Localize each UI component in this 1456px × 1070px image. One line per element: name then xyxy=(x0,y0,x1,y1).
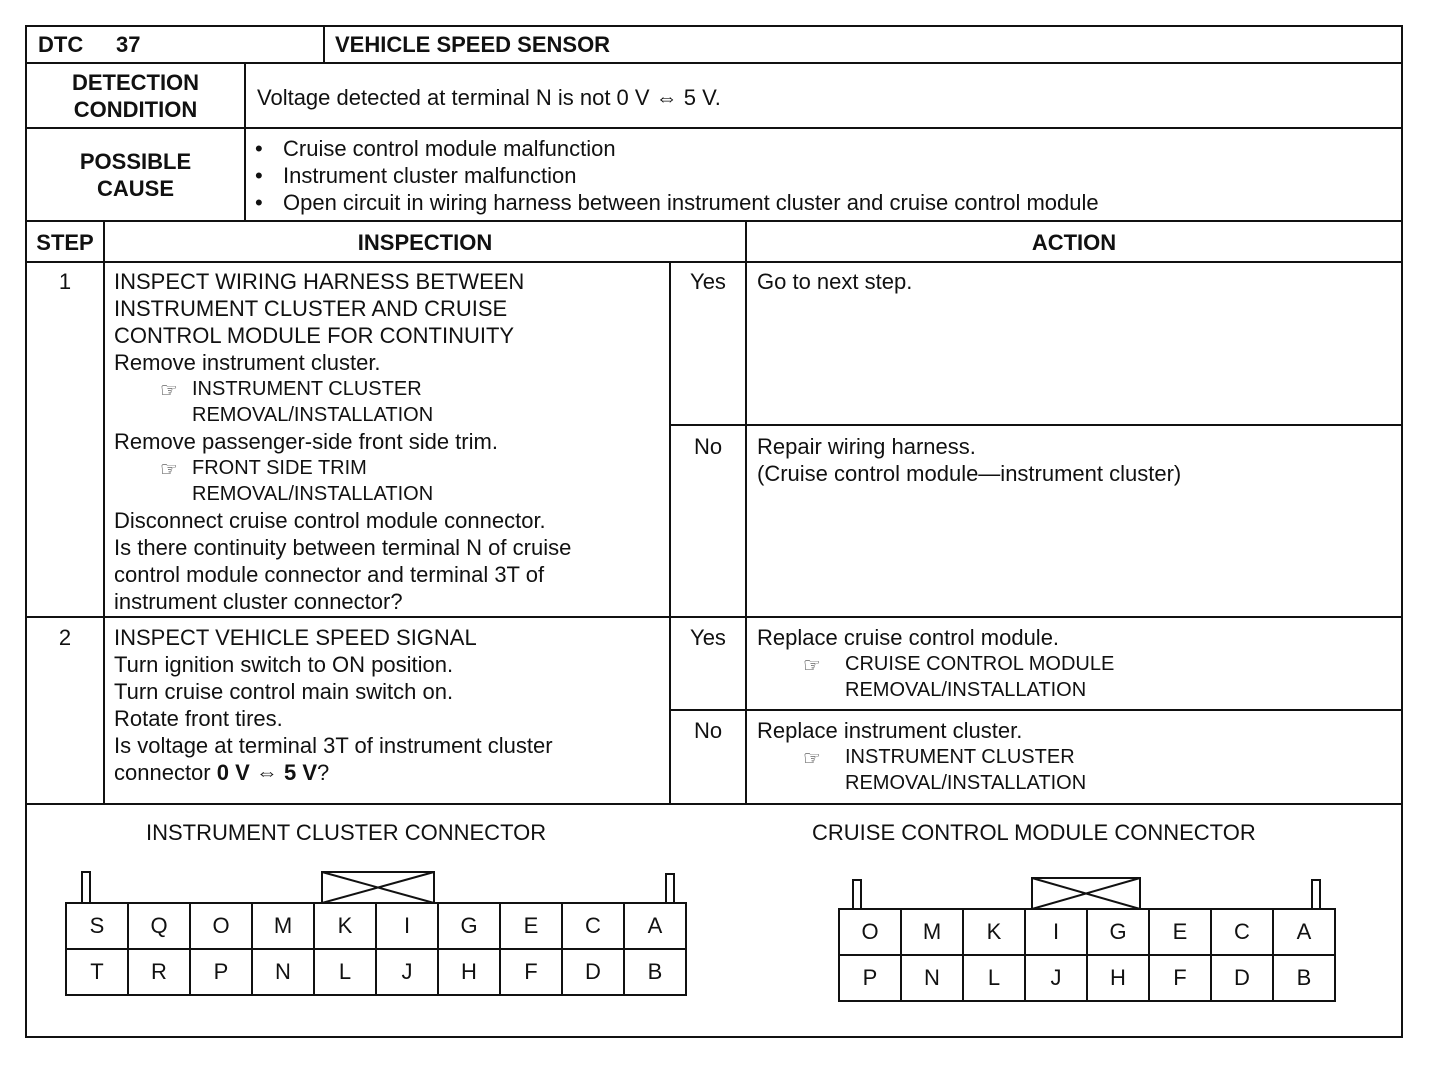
divider xyxy=(669,709,1403,711)
connector-latch xyxy=(1311,879,1321,909)
connector-pin: E xyxy=(1148,908,1212,956)
connector-pin: S xyxy=(65,902,129,950)
column-header-step: STEP xyxy=(36,230,94,255)
divider xyxy=(25,220,1403,222)
connector-pin: K xyxy=(313,902,377,950)
pointing-hand-icon: ☞ xyxy=(160,380,178,402)
connector-pin: Q xyxy=(127,902,191,950)
connector-pin: J xyxy=(375,948,439,996)
pointing-hand-icon: ☞ xyxy=(803,655,821,677)
connector-pin: G xyxy=(1086,908,1150,956)
divider xyxy=(25,803,1403,805)
cruise-control-connector-title: CRUISE CONTROL MODULE CONNECTOR xyxy=(812,820,1256,845)
pointing-hand-icon: ☞ xyxy=(803,748,821,770)
reference: ☞ INSTRUMENT CLUSTER REMOVAL/INSTALLATION xyxy=(160,378,434,426)
connector-pin: C xyxy=(561,902,625,950)
cause-label: POSSIBLE CAUSE xyxy=(79,149,192,201)
connector-pin: N xyxy=(251,948,315,996)
reference: ☞ FRONT SIDE TRIM REMOVAL/INSTALLATION xyxy=(160,457,434,505)
dtc-label: DTC xyxy=(38,32,84,57)
connector-pin: I xyxy=(1024,908,1088,956)
connector-pin: E xyxy=(499,902,563,950)
divider xyxy=(25,62,1403,64)
reference: ☞ INSTRUMENT CLUSTER REMOVAL/INSTALLATION xyxy=(803,746,1087,794)
connector-pin: O xyxy=(189,902,253,950)
connector-pin: D xyxy=(1210,954,1274,1002)
column-header-inspection: INSPECTION xyxy=(357,230,493,255)
instrument-cluster-connector-title: INSTRUMENT CLUSTER CONNECTOR xyxy=(146,820,547,845)
connector-pin: K xyxy=(962,908,1026,956)
connector-pin: F xyxy=(1148,954,1212,1002)
connector-pin: F xyxy=(499,948,563,996)
connector-pin: J xyxy=(1024,954,1088,1002)
connector-pin: M xyxy=(900,908,964,956)
divider xyxy=(745,220,747,804)
connector-latch xyxy=(665,873,675,903)
connector-pin: A xyxy=(623,902,687,950)
connector-pin: H xyxy=(1086,954,1150,1002)
step-inspection: INSPECT WIRING HARNESS BETWEEN INSTRUMENT CLUSTER AND CRUISE CONTROL MODULE FOR CONTINUITY Remove instrument cluster. ☞ INSTRUMENT CLUSTER REMOVAL/INSTALLATION Remove passenger-side front side trim. ☞ FRONT SIDE TRIM REMOVAL/INSTALLATION Disconnect cruise control module connector. Is there continuity between terminal N of cruise control module connector and terminal 3T of instrument cluster connector? xyxy=(114,269,572,614)
divider xyxy=(323,25,325,63)
no-label: No xyxy=(693,434,723,459)
pointing-hand-icon: ☞ xyxy=(160,459,178,481)
connector-pin: L xyxy=(313,948,377,996)
connector-pin: I xyxy=(375,902,439,950)
connector-pin: B xyxy=(1272,954,1336,1002)
divider xyxy=(25,616,1403,618)
connector-pin: N xyxy=(900,954,964,1002)
list-item: • Open circuit in wiring harness between instrument cluster and cruise control module xyxy=(251,189,1099,216)
connector-pin: D xyxy=(561,948,625,996)
dtc-code: 37 xyxy=(116,32,141,57)
step-number: 1 xyxy=(58,269,72,294)
yes-label: Yes xyxy=(690,625,726,650)
cause-list xyxy=(251,135,1099,216)
connector-pin: R xyxy=(127,948,191,996)
connector-latch xyxy=(81,871,91,903)
step-number: 2 xyxy=(58,625,72,650)
yes-action: Replace cruise control module. ☞ CRUISE CONTROL MODULE REMOVAL/INSTALLATION xyxy=(757,625,1115,701)
connector-pin: M xyxy=(251,902,315,950)
connector-pin: H xyxy=(437,948,501,996)
no-label: No xyxy=(693,718,723,743)
connector-pin: A xyxy=(1272,908,1336,956)
connector-pin: L xyxy=(962,954,1026,1002)
connector-lock-tab xyxy=(1031,877,1141,909)
connector-lock-tab xyxy=(321,871,435,903)
connector-pin: B xyxy=(623,948,687,996)
column-header-action: ACTION xyxy=(1031,230,1117,255)
divider xyxy=(669,424,1403,426)
step-inspection: INSPECT VEHICLE SPEED SIGNAL Turn ignition switch to ON position. Turn cruise control main switch on. Rotate front tires. Is voltage at terminal 3T of instrument cluster connector 0 V ⇔ 5 V? xyxy=(114,625,553,785)
no-action: Replace instrument cluster. ☞ INSTRUMENT CLUSTER REMOVAL/INSTALLATION xyxy=(757,718,1087,794)
yes-action: Go to next step. xyxy=(757,269,913,294)
list-item: • Cruise control module malfunction xyxy=(251,135,1099,162)
page-title: VEHICLE SPEED SENSOR xyxy=(335,32,611,57)
divider xyxy=(103,220,105,804)
connector-pin: O xyxy=(838,908,902,956)
connector-latch xyxy=(852,879,862,909)
connector-pin: G xyxy=(437,902,501,950)
reference: ☞ CRUISE CONTROL MODULE REMOVAL/INSTALLATION xyxy=(803,653,1115,701)
connector-pin: P xyxy=(838,954,902,1002)
detection-label: DETECTION CONDITION xyxy=(71,70,200,122)
no-action: Repair wiring harness. (Cruise control module—instrument cluster) xyxy=(757,434,1182,486)
divider xyxy=(25,261,1403,263)
yes-label: Yes xyxy=(690,269,726,294)
divider xyxy=(25,127,1403,129)
connector-pin: C xyxy=(1210,908,1274,956)
divider xyxy=(244,62,246,221)
detection-text: Voltage detected at terminal N is not 0 V ⇔ 5 V. xyxy=(257,85,721,110)
connector-pin: P xyxy=(189,948,253,996)
list-item: • Instrument cluster malfunction xyxy=(251,162,1099,189)
connector-pin: T xyxy=(65,948,129,996)
